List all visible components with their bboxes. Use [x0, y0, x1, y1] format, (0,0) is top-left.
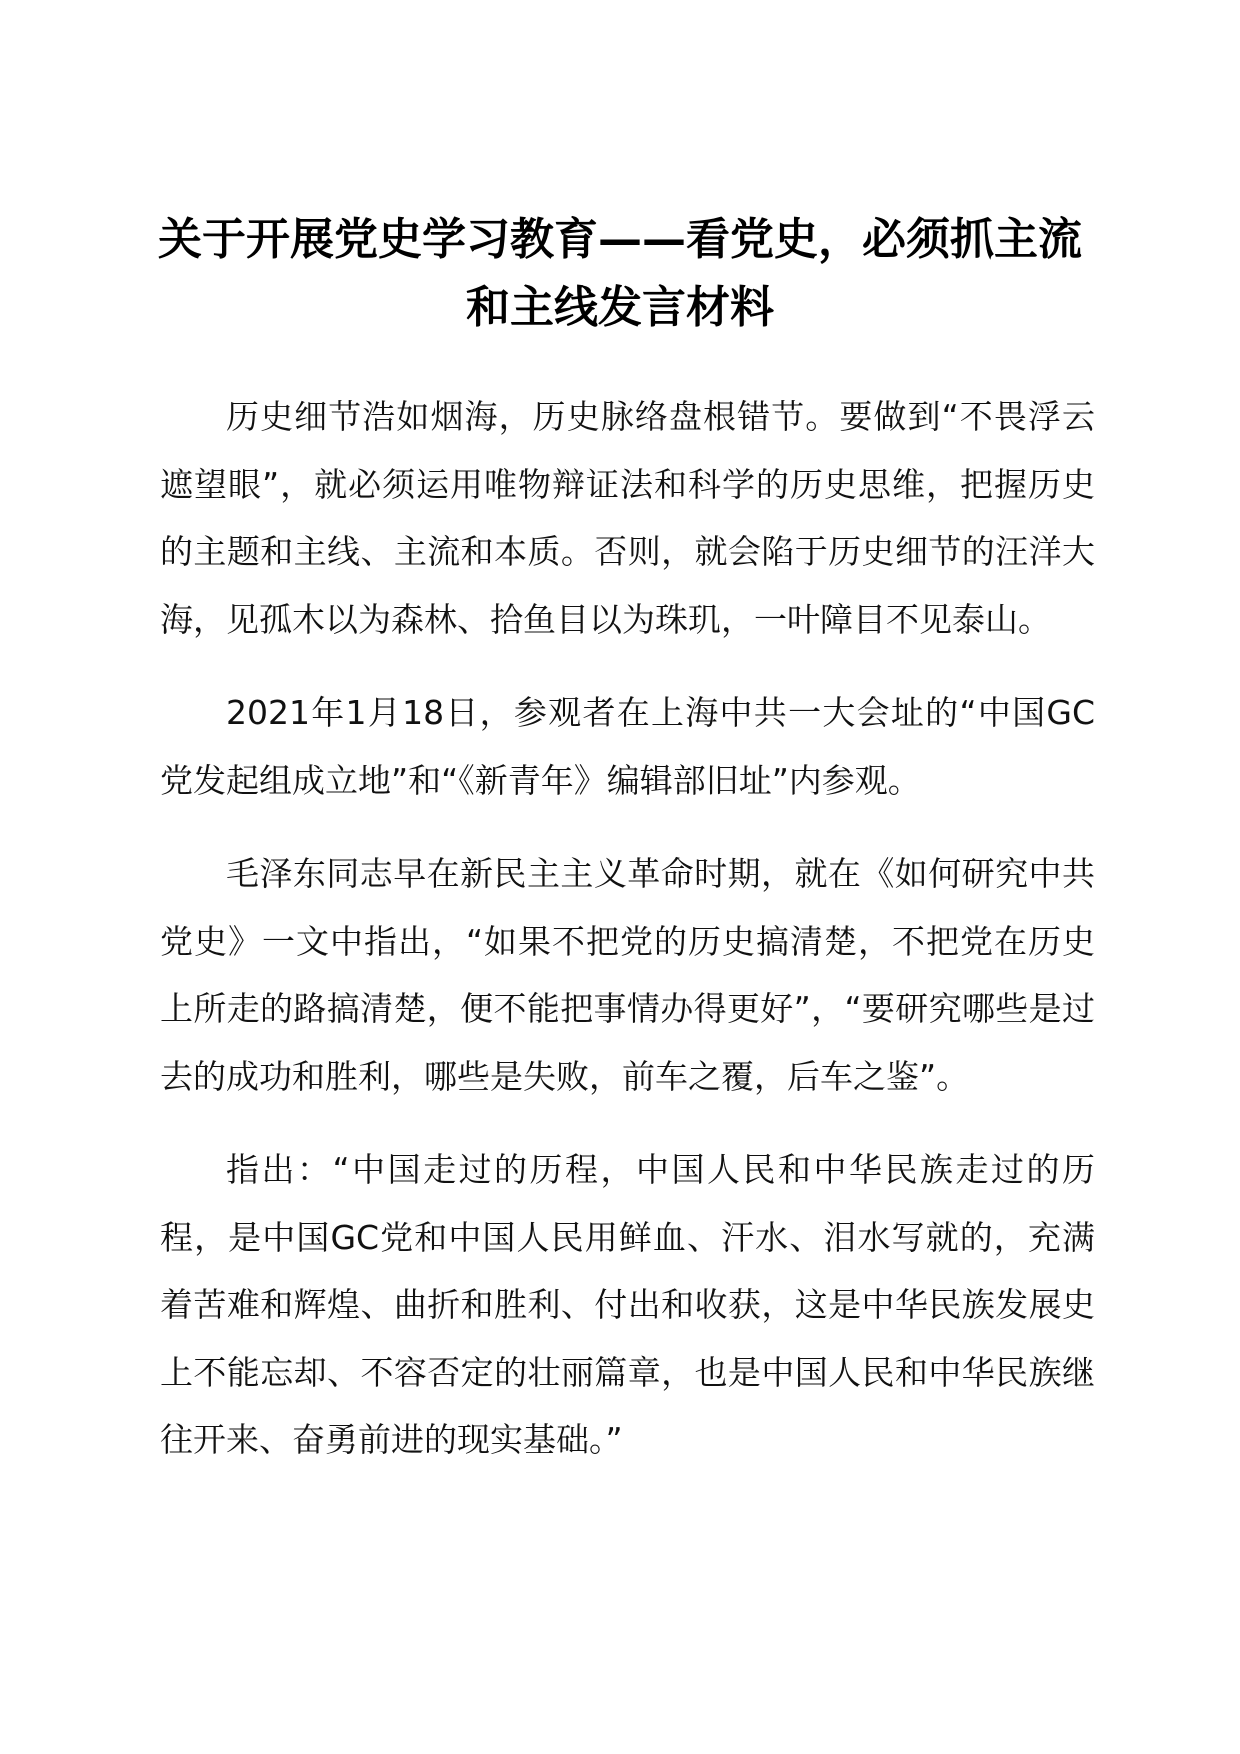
paragraph-4: 指出：“中国走过的历程，中国人民和中华民族走过的历程，是中国GC党和中国人民用鲜血、汗水、泪水写就的，充满着苦难和辉煌、曲折和胜利、付出和收获，这是中华民族发展史上不能忘却、不容否定的壮丽篇章，也是中国人民和中华民族继往开来、奋勇前进的现实基础。”	[160, 1150, 1095, 1459]
paragraph-2: 2021年1月18日，参观者在上海中共一大会址的“中国GC党发起组成立地”和“《新青年》编辑部旧址”内参观。	[160, 693, 1095, 800]
paragraph-3: 毛泽东同志早在新民主主义革命时期，就在《如何研究中共党史》一文中指出，“如果不把党的历史搞清楚，不把党在历史上所走的路搞清楚，便不能把事情办得更好”，“要研究哪些是过去的成功和胜利，哪些是失败，前车之覆，后车之鉴”。	[160, 854, 1095, 1096]
document-title: 关于开展党史学习教育——看党史，必须抓主流和主线发言材料	[158, 214, 1082, 333]
document-body	[160, 383, 1095, 1500]
paragraph-1: 历史细节浩如烟海，历史脉络盘根错节。要做到“不畏浮云遮望眼”，就必须运用唯物辩证法和科学的历史思维，把握历史的主题和主线、主流和本质。否则，就会陷于历史细节的汪洋大海，见孤木以为森林、拾鱼目以为珠玑，一叶障目不见泰山。	[160, 397, 1095, 639]
